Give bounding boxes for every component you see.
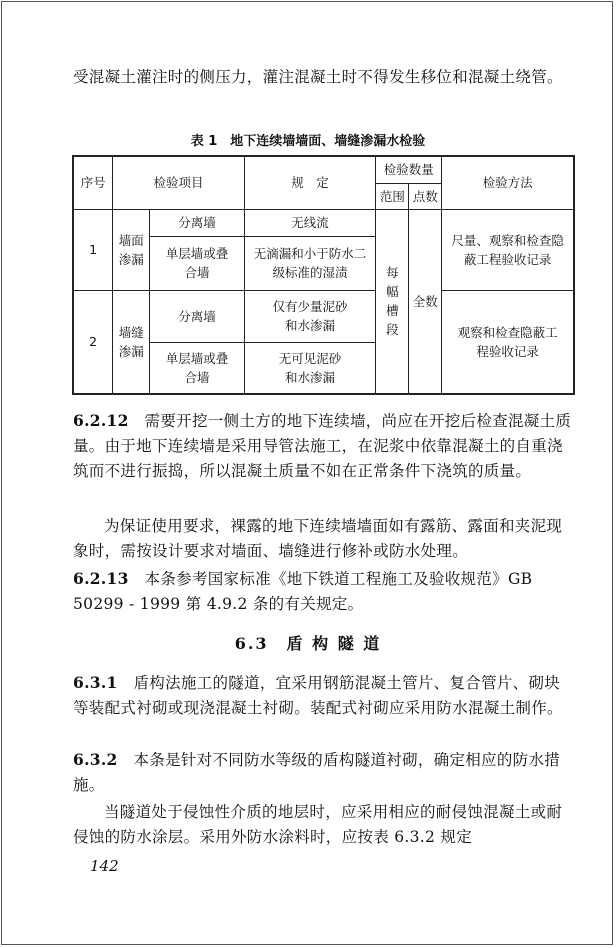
section-heading: 6.3 盾 构 隧 道: [234, 634, 382, 653]
table-caption: 表 1 地下连续墙墙面、墙缝渗漏水检验: [190, 134, 426, 149]
paragraph-6-2-13: [73, 566, 575, 617]
paragraph-6-3-1: [73, 670, 575, 721]
points-value: 全数: [409, 209, 442, 394]
row1a-rule: 无线流: [244, 209, 376, 236]
paragraph-6-3-2: [73, 747, 575, 798]
clause-text: 需要开挖一侧土方的地下连续墙，尚应在开挖后检查混凝土质量。由于地下连续墙是采用导管法施工，在泥浆中依靠混凝土的自重浇筑而不进行振捣，所以混凝土质量不如在正常条件下浇筑的质量。: [73, 412, 572, 480]
clause-number: 6.3.1: [73, 673, 118, 692]
row2-group: 墙缝渗漏: [113, 290, 150, 394]
header-seq: 序号: [73, 156, 113, 209]
row2b-rule: 无可见泥砂和水渗漏: [244, 342, 376, 394]
header-method: 检验方法: [442, 156, 574, 209]
row1b-item: 单层墙或叠合墙: [150, 236, 245, 290]
page-number: 142: [90, 857, 119, 875]
row2-method: 观察和检查隐蔽工程验收记录: [442, 290, 574, 394]
clause-text: 本条是针对不同防水等级的盾构隧道衬砌，确定相应的防水措施。: [73, 751, 561, 794]
header-qty: 检验数量: [376, 156, 442, 183]
row1-group: 墙面渗漏: [113, 209, 150, 290]
range-value: 每幅槽段: [376, 209, 409, 394]
clause-number: 6.3.2: [73, 750, 118, 769]
paragraph-6-3-2-b: 当隧道处于侵蚀性介质的地层时，应采用相应的耐侵蚀混凝土或耐侵蚀的防水涂层。采用外防水涂料时，应按表 6.3.2 规定: [73, 803, 563, 846]
row2-seq: 2: [73, 290, 113, 394]
header-item: 检验项目: [113, 156, 244, 209]
header-rule: 规 定: [244, 156, 376, 209]
row2a-item: 分离墙: [150, 290, 245, 342]
header-points: 点数: [409, 183, 442, 209]
row2a-rule: 仅有少量泥砂和水渗漏: [244, 290, 376, 342]
row1a-item: 分离墙: [150, 209, 245, 236]
row2b-item: 单层墙或叠合墙: [150, 342, 245, 394]
row1b-rule: 无滴漏和小于防水二级标准的湿渍: [244, 236, 376, 290]
inspection-table: [72, 155, 575, 395]
clause-text: 本条参考国家标准《地下铁道工程施工及验收规范》GB 50299 - 1999 第 4.9.2 条的有关规定。: [73, 570, 533, 613]
row1-seq: 1: [73, 209, 113, 290]
clause-number: 6.2.12: [73, 411, 129, 430]
paragraph-6-2-12: [73, 408, 575, 484]
row1-method: 尺量、观察和检查隐蔽工程验收记录: [442, 209, 574, 290]
paragraph-6-2-12-b: 为保证使用要求，裸露的地下连续墙墙面如有露筋、露面和夹泥现象时，需按设计要求对墙面、墙缝进行修补或防水处理。: [73, 517, 563, 560]
paragraph-continuation: 受混凝土灌注时的侧压力，灌注混凝土时不得发生移位和混凝土绕管。: [73, 68, 563, 86]
clause-text: 盾构法施工的隧道，宜采用钢筋混凝土管片、复合管片、砌块等装配式衬砌或现浇混凝土衬砌。装配式衬砌应采用防水混凝土制作。: [73, 674, 563, 717]
clause-number: 6.2.13: [73, 569, 129, 588]
header-range: 范围: [376, 183, 409, 209]
